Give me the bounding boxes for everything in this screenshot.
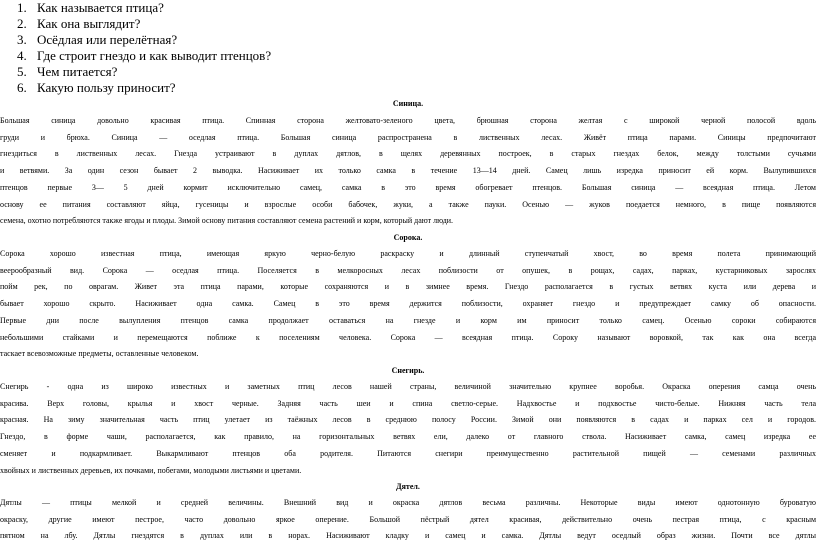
paragraph-line: Снегирь - одна из широко известных и заметных птиц лесов нашей страны, величиной значительно крупнее воробья. Окраска оперения самца очень bbox=[0, 382, 816, 391]
paragraph-line: пойм рек, по оврагам. Живет эта птица парами, которые сохраняются и в зимнее время. Гнездо располагается в густых ветвях куста или дерева и bbox=[0, 282, 816, 292]
paragraph-line: птенцов первые 3— 5 дней кормит исключительно самец, самка в это время обогревает птенцов. Большая синица — всеядная птица. Летом bbox=[0, 182, 816, 192]
section-title-dyatel: Дятел. bbox=[396, 482, 420, 491]
paragraph-line: семена, охотно потребляются также ягоды и плоды. Зимой основу питания составляют семена растений и корм, который дают люди. bbox=[0, 216, 454, 226]
paragraph-line: груди и брюха. Синица — оседлая птица. Большая синица распространена в лиственных лесах. Живёт птица парами. Синицы предпочитают bbox=[0, 132, 816, 142]
section-body-sinitsa bbox=[0, 113, 816, 230]
question-number: 1. bbox=[17, 0, 27, 15]
paragraph-line: окраску, другие имеют пестрое, часто довольно яркое оперение. Большой пёстрый дятел красивая, действительно очень пестрая птица, с красным bbox=[0, 514, 816, 524]
section-title-sinitsa: Синица. bbox=[392, 99, 424, 108]
paragraph-line: веерообразный вид. Сорока — оседлая птица. Поселяется в мелкоросных лесах поблизости от опушек, в рощах, садах, парках, кустарниковых зарослях bbox=[0, 265, 816, 275]
section-body-dyatel bbox=[0, 495, 816, 545]
paragraph-line: и ветвями. За один сезон бывает 2 выводка. Насиживает их только самка в течение 13—14 дней. Самец лишь изредка приносит ей корм. Вылупившихся bbox=[0, 166, 816, 176]
paragraph-line: Дятлы — птицы мелкой и средней величины. Внешний вид и окраска дятлов весьма различны. Некоторые виды имеют однотонную буроватую bbox=[0, 498, 816, 507]
section-body-soroka bbox=[0, 246, 816, 363]
question-text: Как называется птица? bbox=[37, 0, 164, 15]
question-text: Как она выглядит? bbox=[37, 16, 141, 31]
paragraph-line: бывает хорошо скрыто. Насиживает одна самка. Самец в это время держится поблизости, охраняет гнездо и предупреждает самку об опасности. bbox=[0, 299, 816, 309]
paragraph-line: таскает всевозможные предметы, оставленные человеком. bbox=[0, 349, 199, 359]
paragraph-line: Большая синица довольно красивая птица. Спинная сторона желтовато-зеленого цвета, брюшная сторона желтая с широкой черной полосой вдоль bbox=[0, 116, 816, 125]
question-text: Какую пользу приносит? bbox=[37, 80, 176, 95]
paragraph-line: пятном на лбу. Дятлы гнездятся в дуплах или в норах. Насиживают кладку и самец и самка. Дятлы ведут оседлый образ жизни. Почти все дятлы bbox=[0, 531, 816, 541]
question-number: 4. bbox=[17, 48, 27, 63]
paragraph-line: основу ее питания составляют яйца, гусеницы и взрослые особи бабочек, жуки, а также пауки. Осенью — жуков поедается немного, в пище появляются bbox=[0, 199, 816, 209]
paragraph-line: красная. На зиму значительная часть птиц улетает из таёжных лесов в среднюю полосу России. Зимой они появляются в садах и парках сел и городов. bbox=[0, 415, 816, 425]
question-text: Чем питается? bbox=[37, 64, 118, 79]
paragraph-line: гнездиться в лиственных лесах. Гнезда устраивают в дуплах дятлов, в щелях деревянных построек, в старых гнездах белок, между толстыми сучьями bbox=[0, 149, 816, 159]
question-text: Осёдлая или перелётная? bbox=[37, 32, 178, 47]
question-number: 6. bbox=[17, 80, 27, 95]
section-title-soroka: Сорока. bbox=[393, 233, 423, 242]
question-text: Где строит гнездо и как выводит птенцов? bbox=[37, 48, 272, 63]
paragraph-line: Первые дни после вылупления птенцов самка продолжает оставаться на гнезде и корм им приносит только самец. Осенью сороки собираются bbox=[0, 315, 816, 325]
section-title-snegir: Снегирь. bbox=[391, 366, 425, 375]
question-number: 5. bbox=[17, 64, 27, 79]
question-number: 2. bbox=[17, 16, 27, 31]
paragraph-line: красива. Верх головы, крылья и хвост черные. Задняя часть шеи и спина светло-серые. Надхвостье и подхвостье чисто-белые. Нижняя часть тела bbox=[0, 398, 816, 408]
question-number: 3. bbox=[17, 32, 27, 47]
paragraph-line: хвойных и лиственных деревьев, их почками, побегами, молодыми листьями и цветами. bbox=[0, 465, 302, 475]
paragraph-line: небольшими стайками и перемещаются поближе к поселениям человека. Сорока — всеядная птица. Сороку называют воровкой, так как она всегда bbox=[0, 332, 816, 342]
paragraph-line: сменяет и подкармливает. Выкармливают птенцов оба родителя. Питаются снегири преимущественно растительной пищей — семенами различных bbox=[0, 448, 816, 458]
paragraph-line: Сорока хорошо известная птица, имеющая яркую черно-белую раскраску и длинный ступенчатый хвост, во время полета принимающий bbox=[0, 249, 816, 258]
section-body-snegir bbox=[0, 379, 816, 479]
paragraph-line: Гнездо, в форме чаши, располагается, как правило, на горизонтальных ветвях ели, далеко от главного ствола. Насиживает самка, самец изредка ее bbox=[0, 432, 816, 442]
